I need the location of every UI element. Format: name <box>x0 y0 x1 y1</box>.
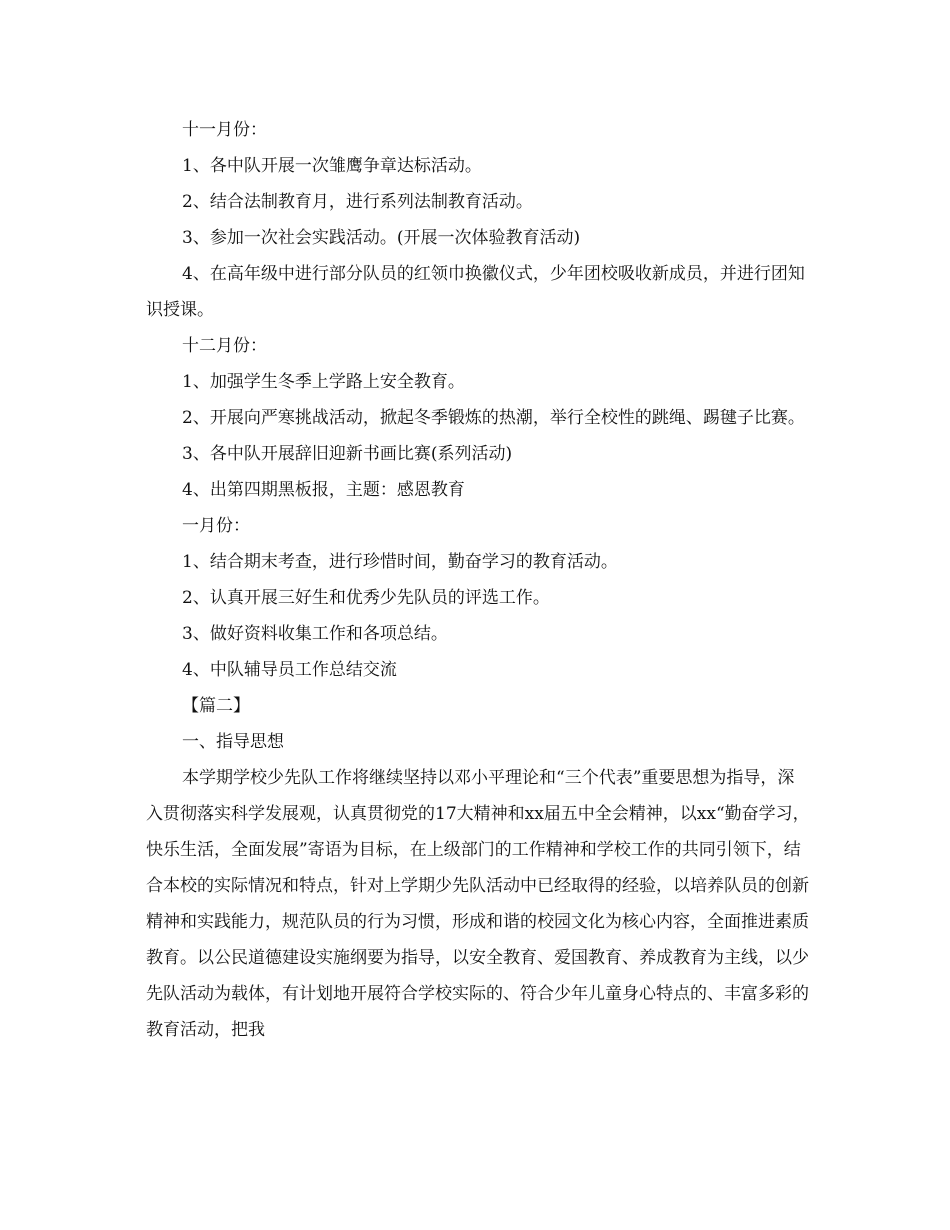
heading-november: 十一月份： <box>182 120 267 140</box>
list-item: 1、结合期末考查，进行珍惜时间，勤奋学习的教育活动。 <box>182 552 618 572</box>
list-item: 1、各中队开展一次雏鹰争章达标活动。 <box>182 156 482 176</box>
list-item: 3、各中队开展辞旧迎新书画比赛(系列活动) <box>182 444 513 464</box>
heading-january: 一月份： <box>182 516 250 536</box>
list-item: 2、开展向严寒挑战活动，掀起冬季锻炼的热潮，举行全校性的跳绳、踢毽子比赛。 <box>182 408 805 428</box>
list-item: 2、认真开展三好生和优秀少先队员的评选工作。 <box>182 588 550 608</box>
list-item: 1、加强学生冬季上学路上安全教育。 <box>182 372 465 392</box>
list-item: 2、结合法制教育月，进行系列法制教育活动。 <box>182 192 533 212</box>
list-item: 4、中队辅导员工作总结交流 <box>182 660 397 680</box>
body-paragraph: 本学期学校少先队工作将继续坚持以邓小平理论和“三个代表”重要思想为指导，深入贯彻落实科学发展观，认真贯彻党的17大精神和xx届五中全会精神，以xx“勤奋学习，快乐生活，全面发展”寄语为目标，在上级部门的工作精神和学校工作的共同引领下，结合本校的实际情况和特点，针对上学期少先队活动中已经取得的经验，以培养队员的创新精神和实践能力，规范队员的行为习惯，形成和谐的校园文化为核心内容，全面推进素质教育。以公民道德建设实施纲要为指导，以安全教育、爱国教育、养成教育为主线，以少先队活动为载体，有计划地开展符合学校实际的、符合少年儿童身心特点的、丰富多彩的教育活动，把我 <box>146 768 810 1040</box>
section-heading-part-two: 【篇二】 <box>182 696 250 716</box>
list-item: 3、参加一次社会实践活动。(开展一次体验教育活动) <box>182 228 581 248</box>
list-item: 3、做好资料收集工作和各项总结。 <box>182 624 448 644</box>
heading-december: 十二月份： <box>182 336 267 356</box>
section-heading-guiding-ideology: 一、指导思想 <box>182 732 284 752</box>
list-item: 4、在高年级中进行部分队员的红领巾换徽仪式，少年团校吸收新成员，并进行团知识授课。 <box>146 264 805 320</box>
document-body <box>146 112 810 1048</box>
list-item: 4、出第四期黑板报，主题：感恩教育 <box>182 480 465 500</box>
